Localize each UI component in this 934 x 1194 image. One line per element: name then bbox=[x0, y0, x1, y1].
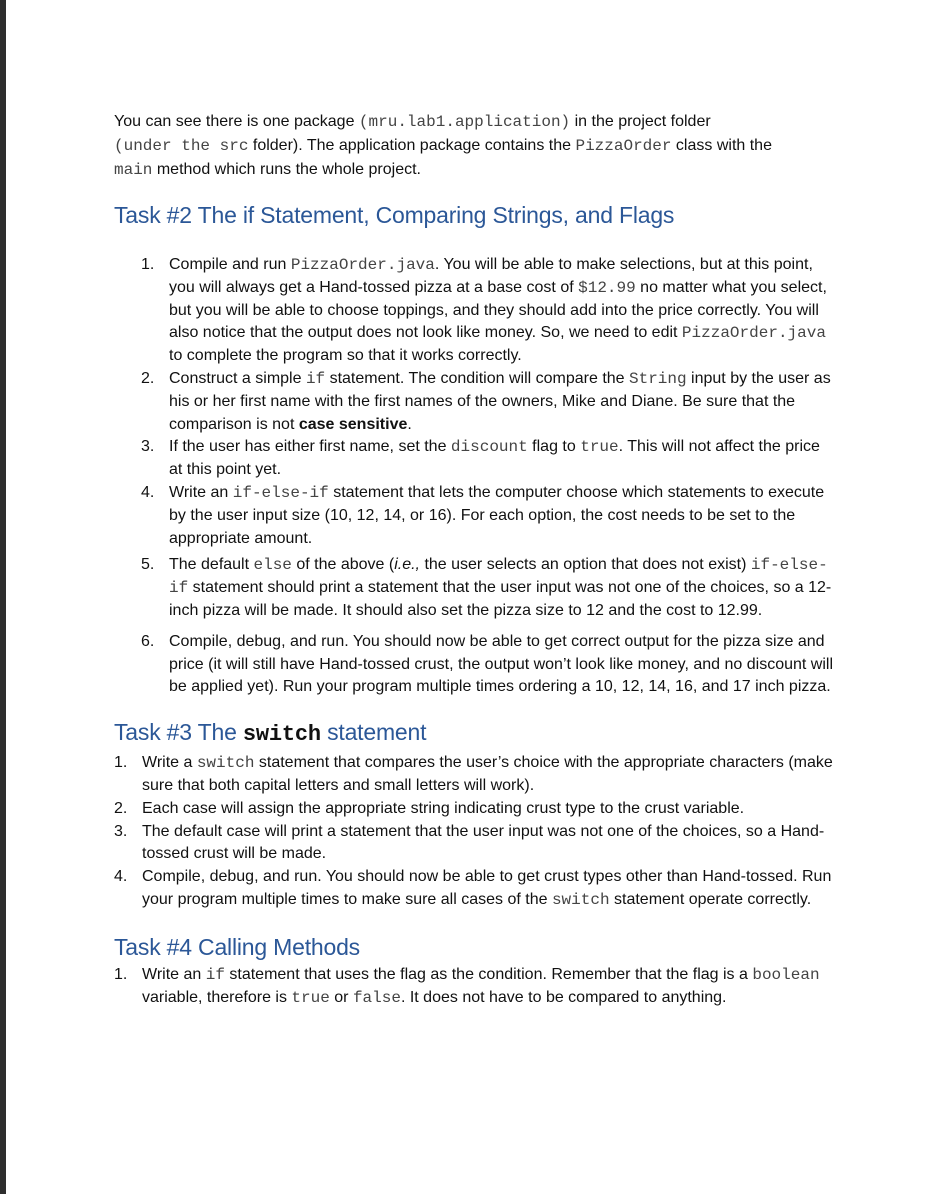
package-name: (mru.lab1.application) bbox=[358, 113, 571, 131]
intro-text: You can see there is one package bbox=[114, 113, 359, 130]
code-text: switch bbox=[551, 890, 610, 909]
intro-text: in the project folder bbox=[570, 113, 711, 130]
item-text: statement. The condition will compare the bbox=[325, 369, 629, 387]
heading-text: Task #3 The bbox=[114, 719, 243, 746]
item-text: Compile, debug, and run. You should now be able to get crust types other than Hand-tossed. Run your program multiple times to make sure all cases of the bbox=[142, 868, 832, 908]
code-text: discount bbox=[450, 438, 528, 457]
heading-text: statement bbox=[320, 719, 427, 746]
list-number: 1. bbox=[114, 965, 128, 983]
list-number: 4. bbox=[114, 868, 128, 886]
item-text: . This will not affect the price at this point yet. bbox=[169, 438, 820, 479]
item-text: If the user has either first name, set the bbox=[169, 438, 451, 456]
item-text: Write an bbox=[169, 483, 233, 501]
code-text: if bbox=[205, 965, 225, 984]
item-text: Compile and run bbox=[169, 256, 291, 273]
list-number: 4. bbox=[141, 483, 155, 501]
code-text: $12.99 bbox=[578, 278, 636, 297]
intro-text: (under the bbox=[114, 137, 220, 155]
list-item bbox=[141, 254, 834, 368]
list-item bbox=[141, 368, 834, 436]
item-text: input by the user as his or her first name with the first names of the owners, Mike and Diane. Be sure that the comparison is not bbox=[169, 369, 831, 433]
item-text: . It does not have to be compared to anything. bbox=[400, 988, 727, 1006]
task2-list bbox=[141, 254, 834, 699]
item-text: . bbox=[407, 415, 412, 433]
list-number: 1. bbox=[141, 256, 155, 273]
list-number: 2. bbox=[141, 369, 155, 387]
list-number: 1. bbox=[114, 754, 128, 772]
item-text: of the above ( bbox=[291, 556, 395, 574]
list-number: 5. bbox=[141, 556, 155, 574]
bold-text: case sensitive bbox=[298, 415, 408, 433]
code-text: String bbox=[629, 369, 687, 388]
code-text: if bbox=[305, 369, 326, 388]
code-text: if-else-if bbox=[169, 556, 828, 598]
item-text: Compile, debug, and run. You should now be able to get correct output for the pizza size and price (it will still have Hand-tossed crust, the output won’t look like money, and no discount will be applied yet). Run your program multiple times ordering a 10, 12, 14, 16, and 17 inch pizza. bbox=[169, 632, 834, 696]
code-class-name: PizzaOrder bbox=[575, 137, 672, 155]
item-text: statement should print a statement that the user input was not one of the choices, so a 12-inch pizza will be made. It should also set the pizza size to 12 and the cost to 12.99. bbox=[169, 579, 832, 619]
list-number: 2. bbox=[114, 799, 128, 817]
page-edge-rule bbox=[0, 0, 6, 1194]
item-text: flag to bbox=[527, 438, 581, 456]
list-item bbox=[141, 554, 834, 622]
heading-code: switch bbox=[242, 722, 321, 748]
list-item bbox=[141, 482, 834, 550]
list-item bbox=[114, 798, 834, 821]
item-text: . You will be able to make selections, but at this point, you will always get a Hand-tossed pizza at a base cost of bbox=[169, 256, 813, 296]
item-text: to complete the program so that it works correctly. bbox=[169, 347, 522, 365]
item-text: The default case will print a statement that the user input was not one of the choices, so a Hand-tossed crust will be made. bbox=[142, 822, 825, 863]
item-text: Construct a simple bbox=[169, 369, 306, 387]
item-text: The default bbox=[169, 556, 254, 574]
list-item bbox=[114, 964, 834, 1010]
intro-paragraph bbox=[114, 110, 834, 182]
task4-list bbox=[114, 964, 834, 1010]
item-text: or bbox=[329, 988, 353, 1006]
intro-text: method which runs the whole project. bbox=[152, 161, 421, 178]
list-item bbox=[141, 631, 834, 699]
item-text: the user selects an option that does not exist) bbox=[420, 556, 751, 574]
task3-list bbox=[114, 752, 834, 912]
task4-heading: Task #4 Calling Methods bbox=[114, 933, 360, 960]
item-text: statement operate correctly. bbox=[609, 890, 812, 908]
list-number: 6. bbox=[141, 632, 155, 650]
task3-heading bbox=[114, 717, 834, 750]
item-text: Each case will assign the appropriate string indicating crust type to the crust variable. bbox=[142, 799, 745, 817]
code-text: if-else-if bbox=[232, 483, 329, 502]
list-item bbox=[114, 866, 834, 912]
item-text: statement that uses the flag as the condition. Remember that the flag is a bbox=[224, 965, 753, 983]
code-src: src bbox=[219, 137, 249, 155]
code-text: switch bbox=[196, 754, 255, 773]
item-text: variable, therefore is bbox=[142, 988, 292, 1006]
italic-text: i.e., bbox=[394, 556, 420, 574]
document-page bbox=[114, 110, 834, 1009]
code-main: main bbox=[114, 161, 153, 179]
list-item bbox=[114, 752, 834, 798]
code-text: PizzaOrder.java bbox=[290, 256, 435, 274]
item-text: statement that compares the user’s choice with the appropriate characters (make sure that both capital letters and small letters will work). bbox=[142, 754, 833, 794]
item-text: Write a bbox=[142, 754, 197, 772]
code-text: boolean bbox=[752, 965, 820, 984]
code-text: true bbox=[291, 988, 330, 1007]
item-text: Write an bbox=[142, 965, 206, 983]
intro-text: folder). The application package contains the bbox=[248, 137, 576, 154]
code-text: false bbox=[352, 988, 401, 1007]
code-text: PizzaOrder.java bbox=[681, 324, 826, 343]
list-item bbox=[114, 821, 834, 867]
code-text: else bbox=[253, 556, 292, 575]
list-item bbox=[141, 436, 834, 482]
code-text: true bbox=[580, 438, 619, 457]
item-text: no matter what you select, but you will be able to choose toppings, and they should add into the price correctly. You will also notice that the output does not look like money. So, we need to edit bbox=[169, 278, 827, 342]
task2-heading: Task #2 The if Statement, Comparing Strings, and Flags bbox=[114, 202, 675, 228]
list-number: 3. bbox=[114, 822, 128, 840]
item-text: statement that lets the computer choose which statements to execute by the user input size (10, 12, 14, or 16). For each option, the cost needs to be set to the appropriate amount. bbox=[169, 483, 825, 547]
list-number: 3. bbox=[141, 438, 155, 456]
intro-text: class with the bbox=[671, 137, 772, 154]
